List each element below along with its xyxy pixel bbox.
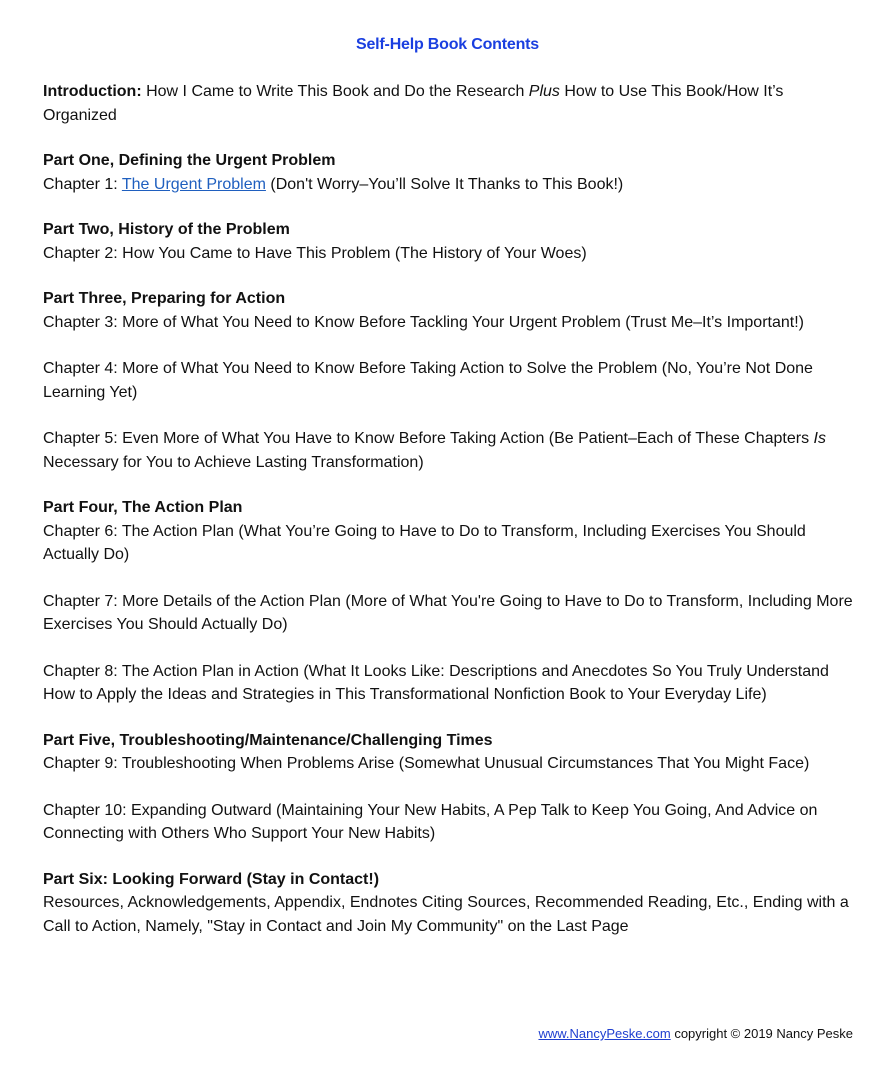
chapter-1-link[interactable]: The Urgent Problem bbox=[121, 175, 266, 193]
part-four-heading: Part Four, The Action Plan bbox=[43, 499, 243, 516]
chapter-1-entry bbox=[43, 173, 858, 197]
introduction-entry bbox=[43, 80, 858, 127]
chapter-8-entry: Chapter 8: The Action Plan in Action (What It Looks Like: Descriptions and Anecdotes So You Truly Understand How to Apply the Ideas and Strategies in This Transformational Nonfiction Book to Your Everyday Life) bbox=[43, 662, 829, 703]
chapter-3-entry: Chapter 3: More of What You Need to Know Before Tackling Your Urgent Problem (Trust Me–It’s Important!) bbox=[43, 313, 804, 331]
chapter-9-entry: Chapter 9: Troubleshooting When Problems Arise (Somewhat Unusual Circumstances That You Might Face) bbox=[43, 755, 810, 772]
part-six-heading: Part Six: Looking Forward (Stay in Contact!) bbox=[43, 870, 380, 888]
chapter-7-entry: Chapter 7: More Details of the Action Plan (More of What You're Going to Have to Do to Transform, Including More Exercises You Should Actually Do) bbox=[43, 592, 853, 633]
table-of-contents bbox=[43, 80, 858, 938]
chapter-2-entry: Chapter 2: How You Came to Have This Problem (The History of Your Woes) bbox=[43, 244, 587, 262]
introduction-text-a: How I Came to Write This Book and Do the Research bbox=[146, 83, 525, 100]
copyright-text: copyright © 2019 Nancy Peske bbox=[674, 1026, 853, 1041]
part-three-heading: Part Three, Preparing for Action bbox=[43, 290, 286, 307]
footer bbox=[538, 1026, 853, 1041]
part-two-heading: Part Two, History of the Problem bbox=[43, 221, 290, 238]
part-five-heading: Part Five, Troubleshooting/Maintenance/Challenging Times bbox=[43, 731, 493, 749]
introduction-italic: Plus bbox=[528, 83, 560, 100]
chapter-6-entry: Chapter 6: The Action Plan (What You’re Going to Have to Do to Transform, Including Exercises You Should Actually Do) bbox=[43, 522, 806, 563]
chapter-5-italic: Is bbox=[813, 430, 826, 447]
part-one-heading: Part One, Defining the Urgent Problem bbox=[43, 152, 336, 169]
chapter-1-suffix: (Don't Worry–You’ll Solve It Thanks to This Book!) bbox=[270, 175, 624, 193]
introduction-text-b: How to Use This Book/How It’s Organized bbox=[43, 83, 784, 124]
website-link[interactable]: www.NancyPeske.com bbox=[538, 1026, 671, 1041]
chapter-4-entry: Chapter 4: More of What You Need to Know Before Taking Action to Solve the Problem (No, You’re Not Done Learning Yet) bbox=[43, 360, 813, 401]
page-title: Self-Help Book Contents bbox=[356, 36, 539, 53]
part-six-text: Resources, Acknowledgements, Appendix, Endnotes Citing Sources, Recommended Reading, Etc., Ending with a Call to Action, Namely, "Stay in Contact and Join My Community" on the Last Page bbox=[43, 894, 849, 935]
chapter-5-entry bbox=[43, 427, 858, 474]
chapter-5-text-a: Chapter 5: Even More of What You Have to Know Before Taking Action (Be Patient–Each of These Chapters bbox=[43, 430, 810, 447]
introduction-label: Introduction: bbox=[43, 83, 142, 100]
chapter-10-entry: Chapter 10: Expanding Outward (Maintaining Your New Habits, A Pep Talk to Keep You Going, And Advice on Connecting with Others Who Support Your New Habits) bbox=[43, 801, 818, 842]
chapter-5-text-b: Necessary for You to Achieve Lasting Transformation) bbox=[43, 453, 424, 471]
chapter-1-prefix: Chapter 1: bbox=[43, 175, 118, 193]
